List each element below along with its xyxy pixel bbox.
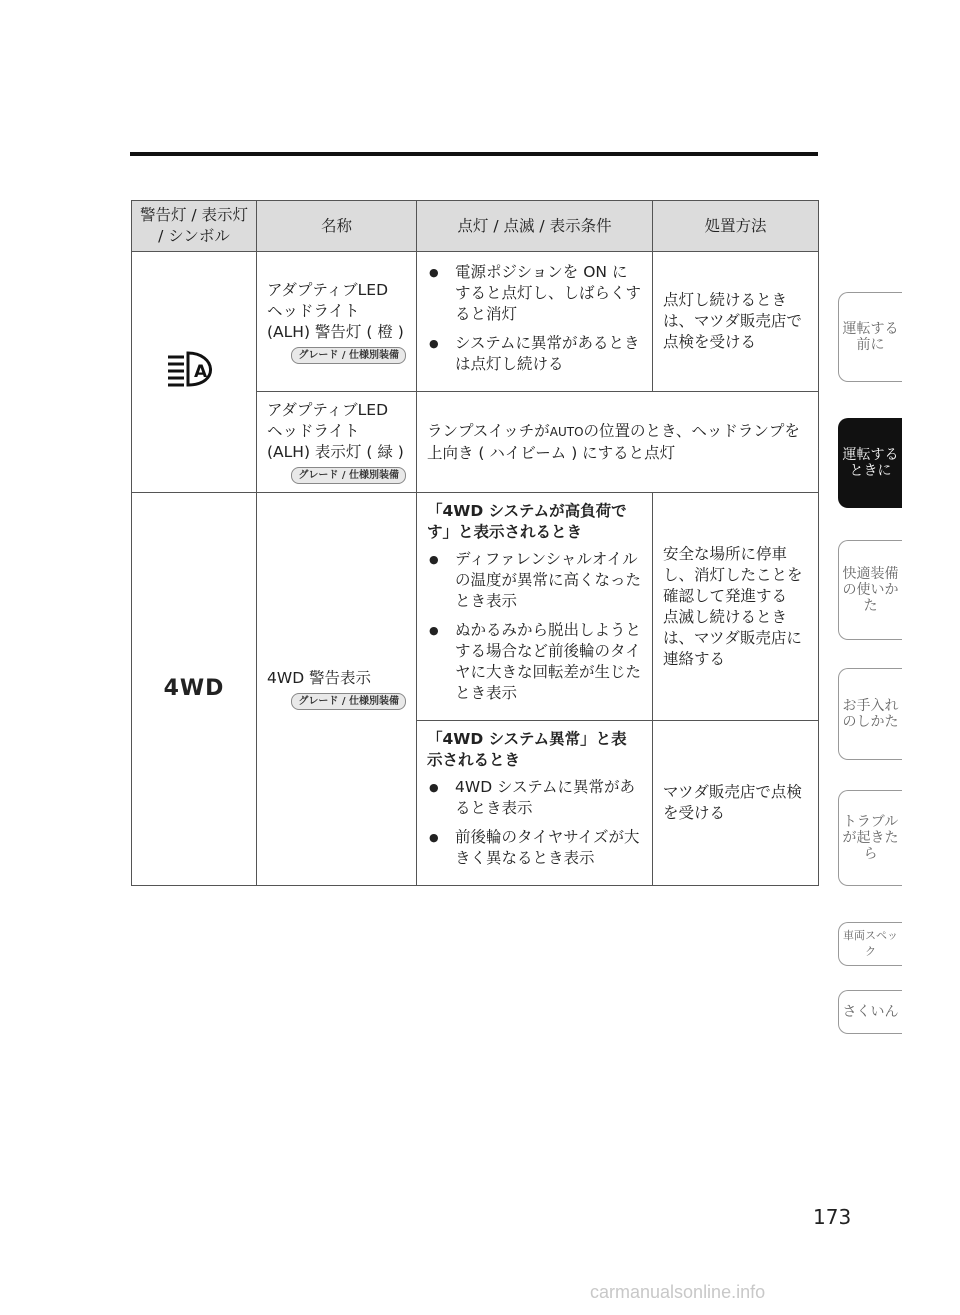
4wd-case1-cell bbox=[417, 493, 653, 721]
list-item: ● 4WD システムに異常があるとき表示 bbox=[427, 777, 642, 819]
alh-warning-action: 点灯し続けるときは、マツダ販売店で点検を受ける bbox=[653, 252, 819, 392]
alh-indicator-condition bbox=[417, 392, 819, 493]
warning-lamp-table bbox=[131, 200, 819, 886]
4wd-name: 4WD 警告表示 bbox=[267, 669, 372, 687]
4wd-case2-title: 「4WD システム異常」と表示されるとき bbox=[427, 730, 627, 769]
table-header-row bbox=[132, 201, 819, 252]
side-tab-comfort-features[interactable]: 快適装備の使いかた bbox=[838, 540, 902, 640]
alh-indicator-name-cell bbox=[257, 392, 417, 493]
header-conditions: 点灯 / 点滅 / 表示条件 bbox=[417, 201, 653, 252]
grade-badge: グレード / 仕様別装備 bbox=[291, 467, 406, 484]
4wd-case2-action: マツダ販売店で点検を受ける bbox=[653, 721, 819, 886]
condition-text: の位置のとき、ヘッドランプを上向き ( ハイビーム ) にすると点灯 bbox=[427, 421, 800, 462]
list-item: ● システムに異常があるときは点灯し続ける bbox=[427, 333, 642, 375]
list-item: ● 前後輪のタイヤサイズが大きく異なるとき表示 bbox=[427, 827, 642, 869]
adaptive-led-symbol-cell bbox=[132, 252, 257, 493]
alh-warning-name-cell bbox=[257, 252, 417, 392]
svg-text:A: A bbox=[194, 362, 208, 382]
4wd-name-cell bbox=[257, 493, 417, 886]
list-item: ● ディファレンシャルオイルの温度が異常に高くなったとき表示 bbox=[427, 549, 642, 612]
list-item: ● 電源ポジションを ON にすると点灯し、しばらくすると消灯 bbox=[427, 262, 642, 325]
4wd-case2-cell bbox=[417, 721, 653, 886]
page-number: 173 bbox=[813, 1205, 852, 1229]
auto-label: AUTO bbox=[549, 424, 584, 439]
table-row bbox=[132, 252, 819, 392]
table-row bbox=[132, 493, 819, 721]
top-rule bbox=[130, 152, 818, 156]
side-tab-specs[interactable]: 車両スペック bbox=[838, 922, 902, 966]
grade-badge: グレード / 仕様別装備 bbox=[291, 347, 406, 364]
adaptive-led-headlight-icon bbox=[164, 349, 224, 389]
4wd-case1-action: 安全な場所に停車し、消灯したことを確認して発進する 点滅し続けるときは、マツダ販売店に連絡する bbox=[653, 493, 819, 721]
condition-text: ランプスイッチが bbox=[427, 421, 550, 440]
4wd-symbol-cell bbox=[132, 493, 257, 886]
list-item: ● ぬかるみから脱出しようとする場合など前後輪のタイヤに大きな回転差が生じたとき表示 bbox=[427, 620, 642, 704]
side-tab-index[interactable]: さくいん bbox=[838, 990, 902, 1034]
4wd-symbol: 4WD bbox=[163, 675, 225, 701]
header-symbol: 警告灯 / 表示灯 / シンボル bbox=[132, 201, 257, 252]
side-tab-before-driving[interactable]: 運転する前に bbox=[838, 292, 902, 382]
alh-warning-conditions-cell bbox=[417, 252, 653, 392]
alh-warning-name: アダプティブLED ヘッドライト (ALH) 警告灯 ( 橙 ) bbox=[267, 280, 404, 341]
4wd-case1-title: 「4WD システムが高負荷です」と表示されるとき bbox=[427, 502, 627, 541]
side-tab-while-driving[interactable]: 運転するときに bbox=[838, 418, 902, 508]
grade-badge: グレード / 仕様別装備 bbox=[291, 693, 406, 710]
footer-url: carmanualsonline.info bbox=[590, 1282, 766, 1302]
header-action: 処置方法 bbox=[653, 201, 819, 252]
alh-indicator-name: アダプティブLED ヘッドライト (ALH) 表示灯 ( 緑 ) bbox=[267, 401, 404, 461]
header-name: 名称 bbox=[257, 201, 417, 252]
side-tab-troubleshooting[interactable]: トラブルが起きたら bbox=[838, 790, 902, 886]
side-tab-maintenance[interactable]: お手入れのしかた bbox=[838, 668, 902, 760]
